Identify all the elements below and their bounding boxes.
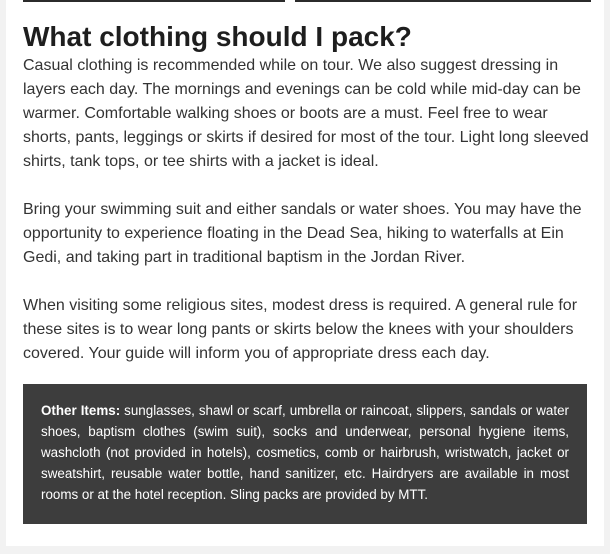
top-divider-left <box>23 0 285 2</box>
other-items-label: Other Items: <box>41 403 121 418</box>
paragraph-modest-dress: When visiting some religious sites, modest dress is required. A general rule for these sites is to wear long pants or skirts below the knees with your shoulders covered. Your guide will inform you of appropriate dress each day. <box>23 297 578 362</box>
top-divider-right <box>295 0 591 2</box>
faq-card <box>6 0 604 546</box>
paragraph-swimwear: Bring your swimming suit and either sandals or water shoes. You may have the opportunity to experience floating in the Dead Sea, hiking to waterfalls at Ein Gedi, and taking part in traditional baptism in the Jordan River. <box>23 201 582 266</box>
other-items-text: sunglasses, shawl or scarf, umbrella or raincoat, slippers, sandals or water shoes, baptism clothes (swim suit), socks and underwear, personal hygiene items, washcloth (not provided in hotels), cosmetics, comb or hairbrush, wristwatch, jacket or sweatshirt, reusable water bottle, hand sanitizer, etc. Hairdryers are available in most rooms or at the hotel reception. Sling packs are provided by MTT. <box>41 403 569 502</box>
other-items-box <box>23 384 587 524</box>
paragraph-clothing: Casual clothing is recommended while on tour. We also suggest dressing in layers each day. The mornings and evenings can be cold while mid-day can be warmer. Comfortable walking shoes or boots are a must. Feel free to wear shorts, pants, leggings or skirts if desired for most of the tour. Light long sleeved shirts, tank tops, or tee shirts with a jacket is ideal. <box>23 57 589 170</box>
section-title: What clothing should I pack? <box>23 21 412 52</box>
